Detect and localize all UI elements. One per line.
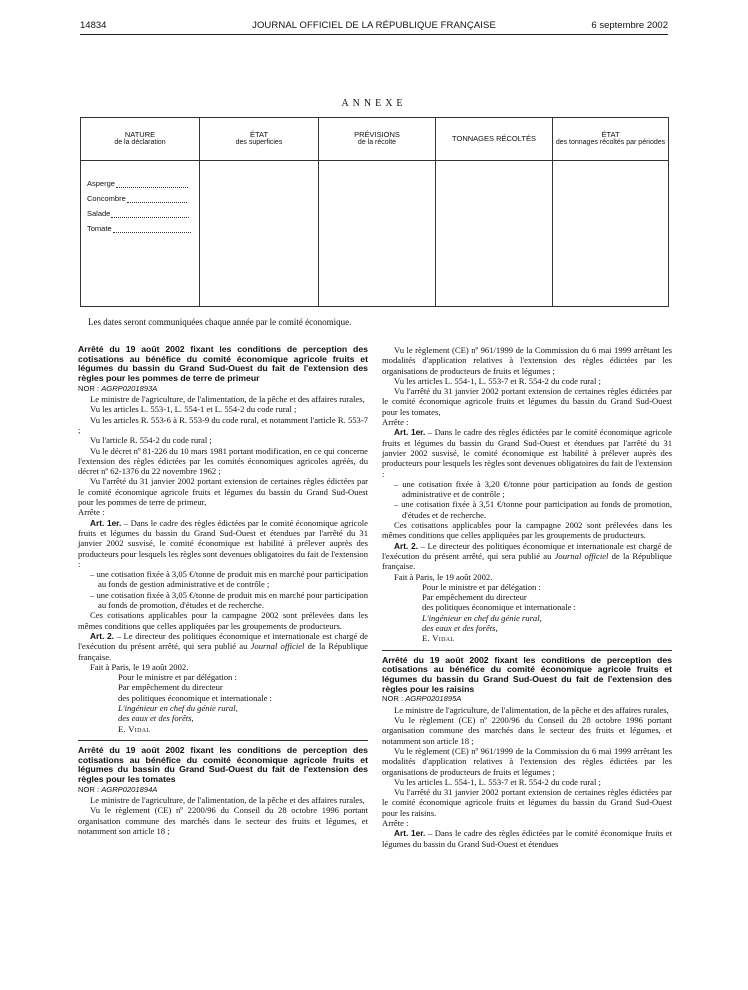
signature-line: des politiques économique et internationale : [422,602,576,613]
signature-line: Par empêchement du directeur [422,592,527,603]
list-item: – une cotisation fixée à 3,05 €/tonne de produit mis en marché pour participation au fonds de gestion administrative et de contrôle ; [90,569,368,590]
annexe-table [80,117,669,307]
signatory-name: E. Vidal [422,633,455,644]
paragraph: Ces cotisations applicables pour la campagne 2002 sont prélevées dans les mêmes conditions que celles appliquées par les groupements de producteurs. [78,610,368,631]
fait-a-paris: Fait à Paris, le 19 août 2002. [394,571,493,582]
column-header-nature [81,118,200,161]
crop-label: Concombre [87,194,126,203]
nor-code: AGRP0201893A [101,383,158,393]
article-label: Art. 1er. [90,517,122,528]
column-header-superficies [200,118,319,161]
paragraph: Ces cotisations applicables pour la campagne 2002 sont prélevées dans les mêmes conditions que celles appliquées par les groupements de producteurs. [382,520,672,541]
arrete-heading: Arrête : [382,817,409,828]
article-text: – Le directeur des politiques économique et internationale est chargé de l'exécution du présent arrêté, qui sera publié au [78,630,368,652]
header-subline: de la déclaration [114,139,166,146]
paragraph: Le ministre de l'agriculture, de l'alimentation, de la pêche et des affaires rurales, [90,394,365,405]
article-1 [382,828,672,849]
list-item [87,173,199,188]
journal-name: Journal officiel [554,550,609,561]
paragraph: Vu l'arrêté du 31 janvier 2002 portant extension de certaines règles édictées par le comité économique agricole fruits et légumes du bassin du Grand Sud-Ouest pour les pommes de terre de primeur, [78,476,368,508]
article-2 [78,631,368,662]
article-text: de la République française. [382,550,672,572]
article-text: – Dans le cadre des règles édictées par le comité économique agricole fruits et légumes du bassin du Grand Sud-Ouest et étendues par l'arrêté du 31 janvier 2002 susvisé, le comité économique est habilité à prélever auprès des producteurs pour lesquels les règles sont devenues obligatoires du fait de l'extension : [382,427,672,479]
page-header [80,20,668,34]
header-rule [80,34,668,35]
arrete-title: Arrêté du 19 août 2002 fixant les conditions de perception des cotisations au bénéfice du comité économique agricole fruits et légumes du bassin du Grand Sud-Ouest du fait de l'extension des règles pour les pommes de terre de primeur [78,344,368,384]
journal-title: JOURNAL OFFICIEL DE LA RÉPUBLIQUE FRANÇAISE [252,20,496,31]
dotted-leader [113,225,191,233]
article-text: de la République française. [78,641,368,662]
paragraph: Vu le règlement (CE) nº 961/1999 de la Commission du 6 mai 1999 arrêtant les modalités d'application relatives à l'extension des règles édictées par les organisations de producteurs de fruits et légumes ; [382,745,672,777]
arrete-heading: Arrête : [78,507,105,518]
paragraph: Vu le règlement (CE) nº 2200/96 du Conseil du 28 octobre 1996 portant organisation commune des marchés dans le secteur des fruits et légumes, et notamment son article 18 ; [78,805,368,836]
article-1 [382,427,672,478]
signature-title: des eaux et des forêts, [422,623,498,634]
paragraph: Vu l'arrêté du 31 janvier 2002 portant extension de certaines règles édictées par le comité économique agricole fruits et légumes du bassin du Grand Sud-Ouest pour les raisins. [382,787,672,818]
article-text: – Dans le cadre des règles édictées par le comité économique fruits et légumes du bassin du Grand Sud-Ouest et étendues [382,828,672,849]
article-text: – Dans le cadre des règles édictées par le comité économique agricole fruits et légumes du bassin du Grand Sud-Ouest et étendues par l'arrêté du 31 janvier 2002 susvisé, le comité économique est habilité à prélever auprès des producteurs pour lesquels les règles sont devenues obligatoires du fait de l'extension : [78,517,368,569]
list-item: – une cotisation fixée à 3,20 €/tonne pour participation au fonds de gestion administrative et de contrôle ; [394,478,672,500]
article-label: Art. 2. [394,540,418,551]
header-subline: des superficies [235,139,283,146]
paragraph: Le ministre de l'agriculture, de l'alimentation, de la pêche et des affaires rurales, [394,704,669,715]
header-line: PRÉVISIONS [354,129,400,139]
paragraph: Vu les articles R. 553-6 à R. 553-9 du code rural, et notamment l'article R. 553-7 ; [78,414,368,435]
signature-title: L'ingénieur en chef du génie rural, [118,703,238,714]
crop-label: Tomate [87,224,112,233]
crop-list [81,161,199,233]
empty-cell [319,161,436,307]
list-item [87,203,199,218]
nor-label: NOR : [78,383,102,393]
signature-line: Par empêchement du directeur [118,682,223,693]
article-1 [78,518,368,569]
arrete-title: Arrêté du 19 août 2002 fixant les conditions de perception des cotisations au bénéfice du comité économique agricole fruits et légumes du bassin du Grand Sud-Ouest du fait de l'extension des règles pour les raisins [382,654,672,694]
column-header-tonnages [436,118,553,161]
signature-line: Pour le ministre et par délégation : [118,672,237,683]
annexe-header-row [81,118,669,161]
article-2 [382,541,672,572]
paragraph: Vu l'article R. 554-2 du code rural ; [90,435,212,446]
paragraph: Vu les articles L. 554-1, L. 553-7 et R. 554-2 du code rural ; [394,776,601,787]
annexe-title: ANNEXE [341,98,407,109]
left-column [78,345,368,836]
paragraph: Vu le règlement (CE) nº 2200/96 du Conseil du 28 octobre 1996 portant organisation commune des marchés dans le secteur des fruits et légumes, et notamment son article 18 ; [382,715,672,746]
nor-reference [78,785,368,795]
section-divider [382,650,672,651]
arrete-heading: Arrête : [382,417,409,428]
nor-reference [78,384,368,394]
header-subline: de la récolte [357,139,397,146]
paragraph: Vu le décret nº 81-226 du 10 mars 1981 portant modification, en ce qui concerne l'extension des règles édictées par les comités économiques agricoles agréés, du décret nº 62-1376 du 22 novembre 1962 ; [78,445,368,477]
list-item [87,188,199,203]
header-subline: des tonnages récoltés par périodes [555,139,666,146]
paragraph: Vu le règlement (CE) nº 961/1999 de la Commission du 6 mai 1999 arrêtant les modalités d'application relatives à l'extension des règles édictées par les organisations de producteurs de fruits et légumes ; [382,345,672,376]
nor-code: AGRP0201895A [405,694,462,704]
right-column [382,345,672,849]
header-line: ÉTAT [249,129,269,139]
list-item: – une cotisation fixée à 3,51 €/tonne pour participation au fonds de promotion, d'études et de recherche. [394,499,672,520]
article-label: Art. 1er. [394,427,426,438]
annexe-body-row [81,161,669,307]
article-label: Art. 1er. [394,828,426,839]
signature-line: des politiques économique et internationale : [118,692,272,703]
paragraph: Le ministre de l'agriculture, de l'alimentation, de la pêche et des affaires rurales, [90,795,365,806]
signature-line: Pour le ministre et par délégation : [422,581,541,592]
dotted-leader [111,210,189,218]
column-header-previsions [319,118,436,161]
article-text: – Le directeur des politiques économique et internationale est chargé de l'exécution du présent arrêté, qui sera publié au [382,540,672,561]
empty-cell [553,161,669,307]
header-line: ÉTAT [601,129,620,139]
signature-block [422,582,672,644]
dotted-leader [116,180,188,188]
nor-label: NOR : [78,784,102,794]
header-line: TONNAGES RÉCOLTÉS [452,133,536,143]
empty-cell [200,161,319,307]
annexe-note: Les dates seront communiquées chaque année par le comité économique. [88,317,352,327]
section-divider [78,740,368,741]
crop-label: Asperge [87,179,115,188]
nor-code: AGRP0201894A [101,784,158,794]
journal-name: Journal officiel [250,641,305,652]
arrete-title: Arrêté du 19 août 2002 fixant les conditions de perception des cotisations au bénéfice du comité économique agricole fruits et légumes du bassin du Grand Sud-Ouest du fait de l'extension des règles pour les tomates [78,744,368,785]
page-number: 14834 [80,20,107,31]
article-label: Art. 2. [90,630,114,641]
signature-title: L'ingénieur en chef du génie rural, [422,612,542,623]
signature-block [118,672,368,734]
header-line: NATURE [124,129,156,139]
column-header-periodes [553,118,669,161]
crop-cell [81,161,200,307]
signature-title: des eaux et des forêts, [118,713,194,724]
fait-a-paris: Fait à Paris, le 19 août 2002. [90,661,189,672]
signatory-name: E. Vidal [118,723,151,734]
empty-cell [436,161,553,307]
publication-date: 6 septembre 2002 [591,20,668,31]
list-item [87,218,199,233]
paragraph: Vu les articles L. 554-1, L. 553-7 et R. 554-2 du code rural ; [394,375,601,386]
paragraph: Vu l'arrêté du 31 janvier 2002 portant extension de certaines règles édictées par le comité économique agricole fruits et légumes du bassin du Grand Sud-Ouest pour les tomates, [382,386,672,417]
nor-label: NOR : [382,694,406,704]
paragraph: Vu les articles L. 553-1, L. 554-1 et L. 554-2 du code rural ; [90,404,297,415]
crop-label: Salade [87,209,111,218]
dotted-leader [127,195,187,203]
list-item: – une cotisation fixée à 3,05 €/tonne de produit mis en marché pour participation au fonds de promotion, d'études et de recherche. [90,589,368,611]
nor-reference [382,694,672,704]
